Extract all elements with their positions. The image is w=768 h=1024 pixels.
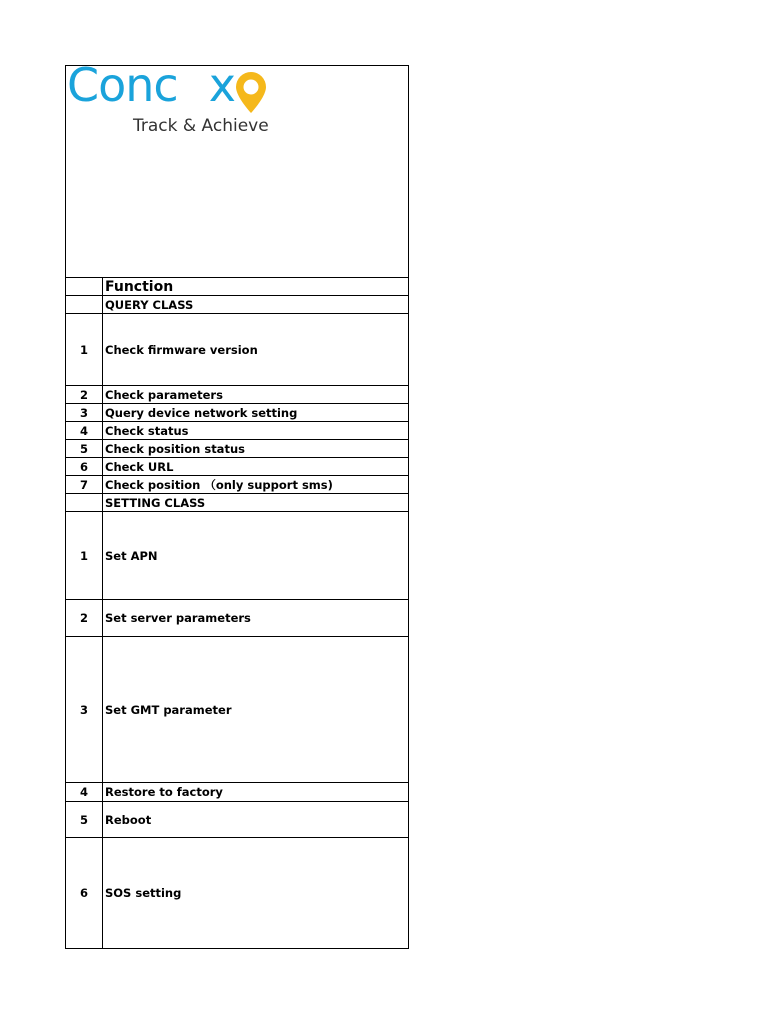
logo-word-right: x (208, 65, 235, 112)
row-function: Reboot (103, 802, 409, 838)
logo-wordmark (67, 65, 235, 112)
row-number: 6 (66, 838, 103, 949)
table-row (66, 386, 409, 404)
row-number: 4 (66, 422, 103, 440)
table-row (66, 404, 409, 422)
logo-tagline: Track & Achieve (133, 116, 269, 136)
row-function: Restore to factory (103, 783, 409, 802)
row-number: 3 (66, 637, 103, 783)
row-function: Check firmware version (103, 314, 409, 386)
table-row (66, 637, 409, 783)
header-num-cell (66, 278, 103, 296)
table-row (66, 600, 409, 637)
logo-cell (66, 66, 409, 278)
section-row-query (66, 296, 409, 314)
section-row-setting (66, 494, 409, 512)
row-number: 6 (66, 458, 103, 476)
row-function: Check parameters (103, 386, 409, 404)
table-row (66, 783, 409, 802)
row-function: Check position （only support sms) (103, 476, 409, 494)
logo-word-left: Conc (67, 65, 178, 112)
row-number: 4 (66, 783, 103, 802)
table-row (66, 422, 409, 440)
logo-row (66, 66, 409, 278)
table-row (66, 314, 409, 386)
row-number: 1 (66, 314, 103, 386)
concox-logo (66, 66, 306, 146)
table-row (66, 458, 409, 476)
row-number: 2 (66, 386, 103, 404)
table-row (66, 802, 409, 838)
header-row (66, 278, 409, 296)
row-function: Check position status (103, 440, 409, 458)
row-function: Set APN (103, 512, 409, 600)
row-number: 2 (66, 600, 103, 637)
query-class-label: QUERY CLASS (103, 296, 409, 314)
row-function: Query device network setting (103, 404, 409, 422)
setting-class-label: SETTING CLASS (103, 494, 409, 512)
function-table (65, 65, 409, 949)
row-number: 5 (66, 802, 103, 838)
row-number: 3 (66, 404, 103, 422)
row-function: Check status (103, 422, 409, 440)
row-function: Set GMT parameter (103, 637, 409, 783)
row-number: 1 (66, 512, 103, 600)
function-header: Function (103, 278, 409, 296)
row-function: SOS setting (103, 838, 409, 949)
section-num-cell (66, 494, 103, 512)
row-function: Set server parameters (103, 600, 409, 637)
row-number: 7 (66, 476, 103, 494)
row-function: Check URL (103, 458, 409, 476)
table-row (66, 838, 409, 949)
table-row (66, 440, 409, 458)
table-row (66, 476, 409, 494)
table-row (66, 512, 409, 600)
section-num-cell (66, 296, 103, 314)
row-number: 5 (66, 440, 103, 458)
location-pin-icon (233, 70, 269, 114)
